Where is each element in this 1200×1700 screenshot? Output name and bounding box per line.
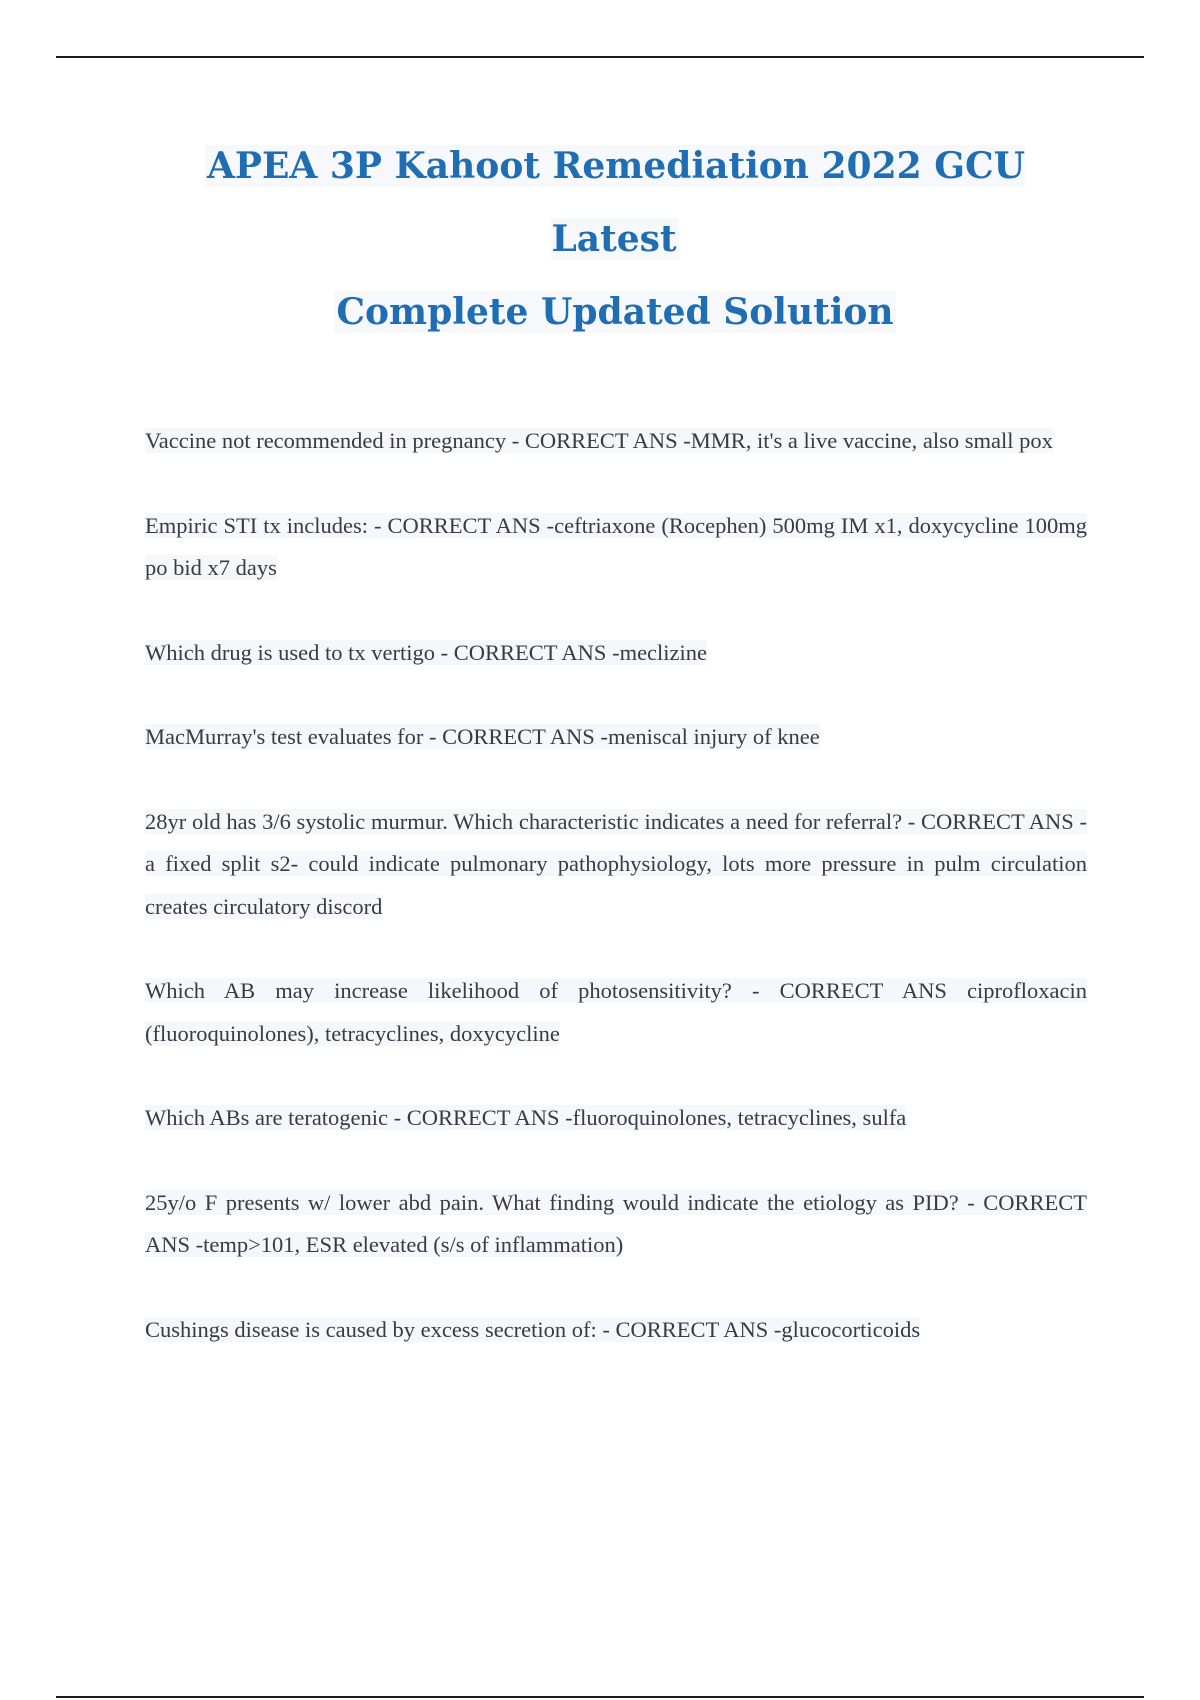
title-line-1: APEA 3P Kahoot Remediation 2022 GCU Latest (206, 145, 1026, 260)
bottom-rule (56, 1696, 1144, 1698)
top-rule (56, 56, 1144, 58)
qa-item-2: Empiric STI tx includes: - CORRECT ANS -ceftriaxone (Rocephen) 500mg IM x1, doxycycline 100mg po bid x7 days (145, 512, 1087, 580)
document-title (145, 130, 1085, 349)
qa-item-5: 28yr old has 3/6 systolic murmur. Which characteristic indicates a need for referral? - CORRECT ANS -a fixed split s2- could indicate pulmonary pathophysiology, lots more pressure in pulm circulation creates circulatory discord (145, 808, 1087, 919)
qa-item-8: 25y/o F presents w/ lower abd pain. What finding would indicate the etiology as PID? - CORRECT ANS -temp>101, ESR elevated (s/s of inflammation) (145, 1189, 1087, 1257)
qa-list (145, 420, 1087, 1351)
qa-item-9: Cushings disease is caused by excess secretion of: - CORRECT ANS -glucocorticoids (145, 1316, 921, 1342)
qa-item-4: MacMurray's test evaluates for - CORRECT ANS -meniscal injury of knee (145, 724, 820, 749)
title-line-2: Complete Updated Solution (336, 291, 894, 333)
qa-item-3: Which drug is used to tx vertigo - CORRECT ANS -meclizine (145, 639, 708, 665)
qa-item-1: Vaccine not recommended in pregnancy - CORRECT ANS -MMR, it's a live vaccine, also small pox (145, 428, 1053, 453)
qa-item-6: Which AB may increase likelihood of photosensitivity? - CORRECT ANS ciprofloxacin (fluoroquinolones), tetracyclines, doxycycline (145, 978, 1087, 1046)
qa-item-7: Which ABs are teratogenic - CORRECT ANS -fluoroquinolones, tetracyclines, sulfa (145, 1105, 907, 1130)
